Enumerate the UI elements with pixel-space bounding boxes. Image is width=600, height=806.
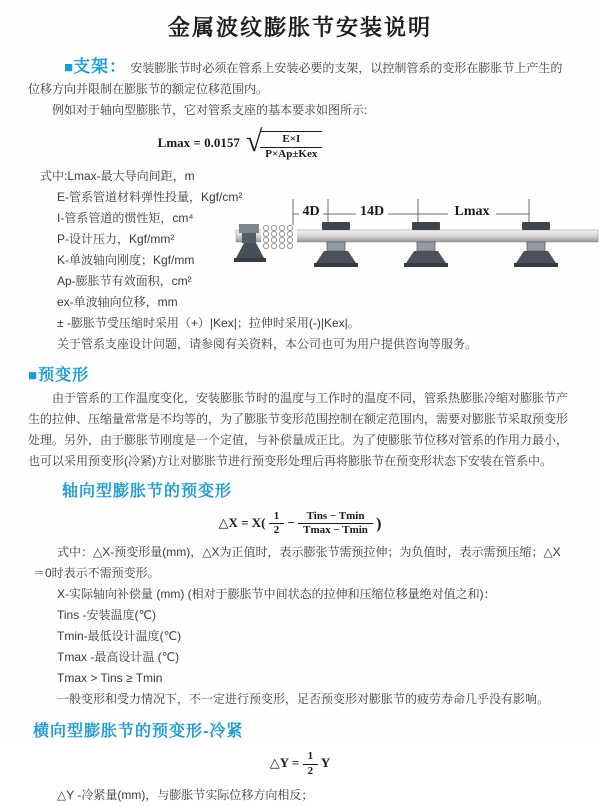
definition-line: 关于管系支座设计问题，请参阅有关资料，本公司也可为用户提供咨询等服务。 bbox=[57, 336, 478, 351]
fraction-numerator: E×I bbox=[260, 133, 322, 148]
section-bullet-icon: ■ bbox=[28, 366, 39, 384]
definition-line: E-管系管道材料弹性投量，Kgf/cm² bbox=[57, 189, 243, 204]
dimension-label-4d: 4D bbox=[302, 204, 320, 219]
dimension-label-lmax: Lmax bbox=[454, 204, 490, 219]
note-line: Tmax -最高设计温 (℃) bbox=[57, 650, 180, 664]
delta-y-rhs: Y bbox=[320, 755, 331, 771]
definition-line: Ap-膨胀节有效面积，cm² bbox=[57, 273, 192, 288]
note-line: Tins -安装温度(℃) bbox=[57, 608, 157, 622]
note-line: Tmin-最低设计温度(℃) bbox=[57, 629, 182, 643]
one-half-fraction bbox=[269, 510, 285, 539]
definition-line: ± -膨胀节受压缩时采用（+）|Kex|；拉伸时采用(-)|Kex|。 bbox=[57, 315, 360, 330]
section-bullet-icon: ■ bbox=[64, 59, 74, 76]
lmax-formula-lhs: Lmax = 0.0157 bbox=[157, 135, 240, 151]
lateral-notes bbox=[28, 785, 572, 806]
fraction-denominator: Tmax − Tmin bbox=[303, 524, 368, 537]
definition-line: P-设计压力，Kgf/mm² bbox=[57, 231, 175, 246]
radical-sign: √ bbox=[245, 125, 263, 158]
minus-sign: − bbox=[287, 514, 295, 530]
support-section-heading: 支架： bbox=[73, 57, 128, 76]
lmax-formula bbox=[28, 127, 452, 162]
pipe-support bbox=[404, 222, 448, 267]
fraction-numerator: 1 bbox=[303, 750, 319, 765]
axial-predeform-heading: 轴向型膨胀节的预变形 bbox=[62, 482, 233, 500]
delta-x-formula bbox=[28, 510, 572, 539]
fraction-denominator: 2 bbox=[273, 524, 280, 537]
fraction-numerator: 1 bbox=[269, 510, 285, 525]
predeform-section-heading bbox=[28, 364, 572, 388]
definition-line: ex-单波轴向位移，mm bbox=[57, 294, 178, 309]
axial-notes-list bbox=[28, 542, 572, 710]
fraction-denominator: P×Ap±Kex bbox=[265, 147, 318, 160]
definition-line: 式中:Lmax-最大导向间距，m bbox=[40, 168, 195, 183]
temperature-fraction bbox=[298, 510, 373, 539]
lmax-formula-fraction bbox=[260, 133, 322, 162]
page-title: 金属波纹膨胀节安装说明 bbox=[167, 15, 432, 40]
note-line: 式中：△X-预变形量(mm)，△X为正值时，表示膨张节需预拉伸；为负值时，表示需预压缩；△X＝0时表示不需预变形。 bbox=[33, 545, 561, 580]
pipe-support-diagram bbox=[236, 194, 598, 296]
note-line: X-实际轴向补偿量 (mm) (相对于膨胀节中间状态的拉伸和压缩位移量绝对值之和)： bbox=[57, 587, 496, 601]
bellows-expansion-joint bbox=[261, 225, 297, 249]
fraction-numerator: Tins − Tmin bbox=[298, 510, 373, 525]
dimension-label-14d: 14D bbox=[359, 204, 385, 219]
predeform-paragraph: 由于管系的工作温度变化，安装膨胀节时的温度与工作时的温度不同，管系热膨胀冷缩对膨胀节产生的拉伸、压缩量常常是不均等的，为了膨胀节变形范围控制在额定范围内，需要对膨胀节采取预变形处理。另外，由于膨胀节刚度是一个定值，与补偿量成正比。为了使膨胀节位移对管系的作用力最小，也可以采用预变形(冷紧)方让对膨胀节进行预变形处理后再将膨胀节在预变形状态下安装在管系中。 bbox=[28, 390, 569, 468]
delta-y-formula bbox=[28, 750, 572, 779]
pipe-support bbox=[514, 222, 558, 267]
support-section-paragraph bbox=[28, 56, 572, 100]
definition-line: I-管系管道的惯性矩，cm⁴ bbox=[57, 210, 194, 225]
note-line: △Y -冷紧量(mm)，与膨胀节实际位移方向相反； bbox=[57, 787, 314, 802]
definition-line: K-单波轴向刚度；Kgf/mm bbox=[57, 252, 195, 267]
note-line: 一般变形和受力情况下，不一定进行预变形，足否预变形对膨胀节的疲劳寿命几乎没有影响。 bbox=[57, 692, 550, 706]
note-line: Tmax > Tins ≥ Tmin bbox=[57, 671, 163, 685]
sqrt-radical bbox=[246, 127, 323, 162]
delta-x-lhs: △X = X( bbox=[218, 514, 266, 530]
support-example-line: 例如对于轴向型膨胀节，它对管系支座的基本要求如图所示: bbox=[52, 103, 368, 117]
pipe-support bbox=[314, 222, 358, 267]
delta-y-lhs: △Y = bbox=[269, 755, 300, 771]
support-intro-text: 安装膨胀节时必须在管系上安装必要的支架，以控制管系的变形在膨胀节上产生的位移方向并限制在膨胀节的额定位移范围内。 bbox=[28, 61, 563, 96]
one-half-fraction bbox=[303, 750, 319, 779]
lateral-predeform-heading: 横向型膨胀节的预变形-冷紧 bbox=[33, 723, 244, 740]
predeform-heading-label: 预变形 bbox=[38, 366, 90, 384]
closing-paren: ) bbox=[376, 514, 382, 532]
fraction-denominator: 2 bbox=[307, 764, 314, 777]
